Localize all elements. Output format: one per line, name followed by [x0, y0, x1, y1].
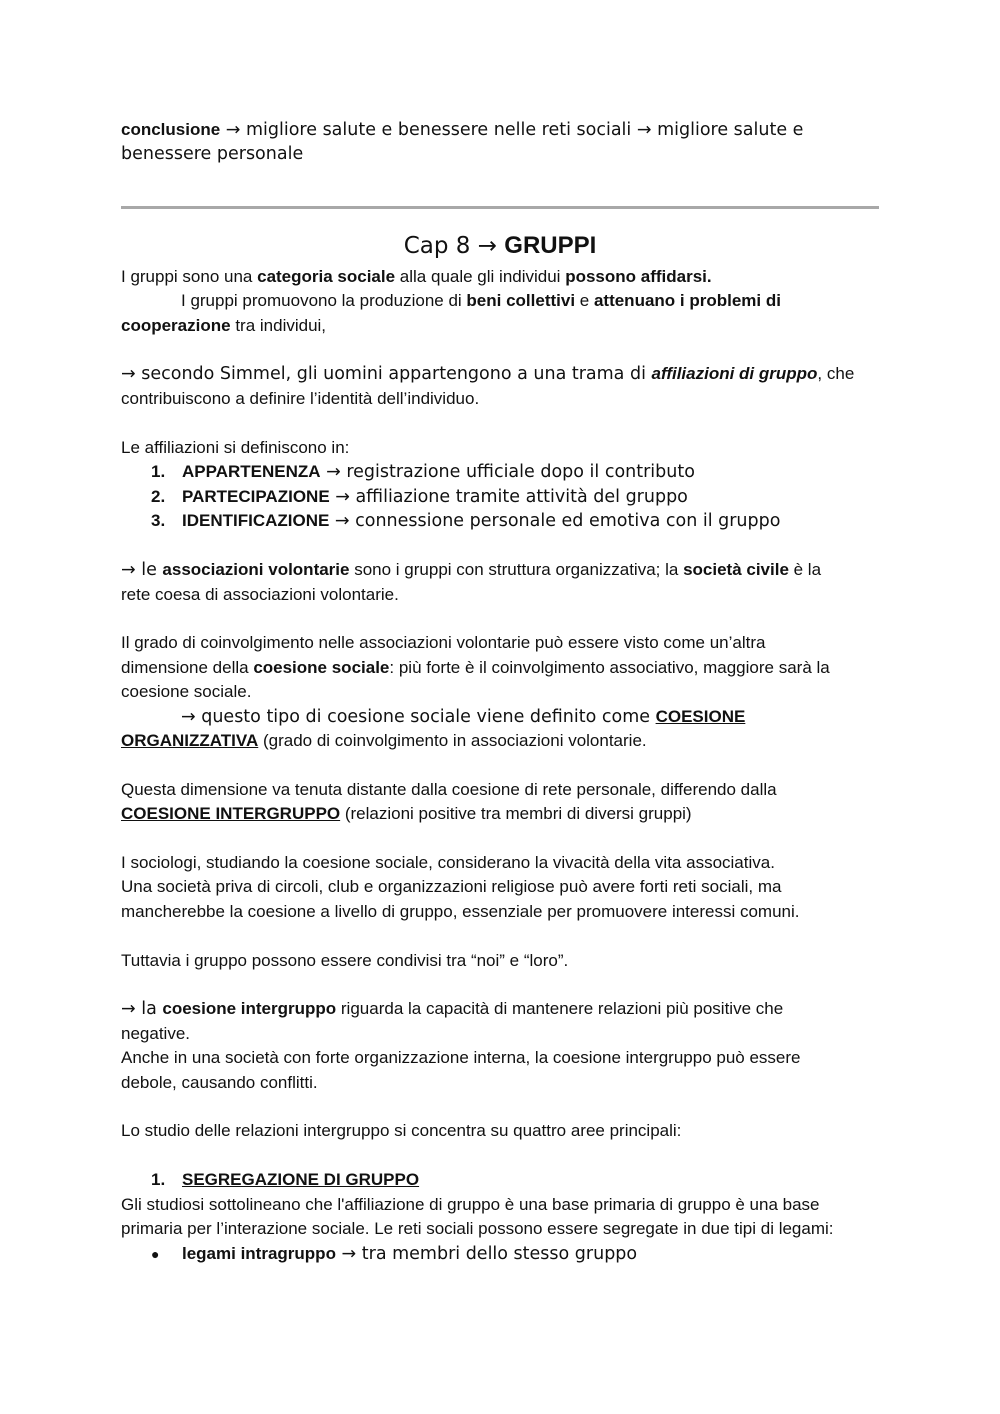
text-span: alla quale gli individui	[395, 266, 566, 286]
text-span: I gruppi sono una	[121, 266, 258, 286]
text-span: tra individui,	[230, 315, 327, 335]
text-span: → questo tipo di coesione sociale viene definito come	[181, 706, 656, 727]
list-number: 1.	[151, 1170, 166, 1190]
bullet-item	[121, 1242, 911, 1267]
horizontal-rule	[121, 206, 879, 209]
heading-title: GRUPPI	[504, 231, 597, 259]
paragraph-grado	[121, 631, 911, 753]
text-span: → secondo Simmel, gli uomini appartengono a una trama di	[121, 364, 652, 385]
underlined-bold-term: ORGANIZZATIVA	[121, 731, 259, 751]
text-span: sono i gruppi con struttura organizzativa; la	[349, 560, 684, 580]
underlined-bold-term: COESIONE INTERGRUPPO	[121, 804, 341, 824]
text-span: dimensione della	[121, 657, 254, 677]
text-span: è la	[788, 560, 822, 580]
bold-term: PARTECIPAZIONE	[182, 486, 330, 506]
underlined-bold-term: COESIONE	[655, 706, 746, 726]
bold-term: attenuano i problemi di	[593, 291, 781, 311]
text-span: → connessione personale ed emotiva con il gruppo	[329, 511, 781, 532]
paragraph-simmel	[121, 362, 911, 411]
bold-term: associazioni volontarie	[162, 560, 350, 580]
text-span: , che	[817, 364, 855, 384]
bold-term: conclusione	[121, 120, 221, 139]
list-item	[121, 460, 911, 485]
text-line: Il grado di coinvolgimento nelle associazioni volontarie può essere visto come un’altra	[121, 633, 766, 653]
paragraph-intergruppo	[121, 997, 911, 1095]
text-line: negative.	[121, 1023, 190, 1043]
paragraph-dimensione	[121, 778, 911, 827]
bold-term: coesione sociale	[253, 657, 390, 677]
text-span: → le	[121, 560, 163, 581]
text-span: → registrazione ufficiale dopo il contributo	[320, 462, 695, 483]
list-number: 2.	[151, 486, 166, 506]
bold-term: APPARTENENZA	[182, 462, 321, 482]
chapter-heading	[121, 229, 879, 263]
text-line: Gli studiosi sottolineano che l'affiliazione di gruppo è una base primaria di gruppo è una base	[121, 1194, 820, 1214]
text-span: (relazioni positive tra membri di diversi gruppi)	[340, 804, 692, 824]
text-line: Questa dimensione va tenuta distante dalla coesione di rete personale, differendo dalla	[121, 779, 777, 799]
list-number: 1.	[151, 462, 166, 482]
list-item	[121, 485, 911, 510]
bold-term: categoria sociale	[257, 266, 396, 286]
text-span: riguarda la capacità di mantenere relazioni più positive che	[336, 999, 784, 1019]
heading-prefix: Cap 8 →	[403, 232, 505, 259]
text-span: → la	[121, 999, 163, 1020]
text-line: Anche in una società con forte organizzazione interna, la coesione intergruppo può essere	[121, 1048, 801, 1068]
text-span: → migliore salute e benessere nelle reti sociali → migliore salute e	[220, 120, 804, 140]
text-line: coesione sociale.	[121, 682, 252, 702]
text-line: Tuttavia i gruppo possono essere condivisi tra “noi” e “loro”.	[121, 950, 569, 970]
text-span: : più forte è il coinvolgimento associativo, maggiore sarà la	[389, 657, 830, 677]
text-span: → tra membri dello stesso gruppo	[335, 1243, 638, 1264]
list-intro: Le affiliazioni si definiscono in:	[121, 437, 350, 457]
paragraph-sociologi	[121, 851, 911, 924]
document-page	[121, 118, 911, 1266]
bold-term: coesione intergruppo	[162, 999, 337, 1019]
text-line: contribuiscono a definire l’identità dell’individuo.	[121, 388, 480, 408]
text-line: Una società priva di circoli, club e organizzazioni religiose può avere forti reti sociali, ma	[121, 877, 782, 897]
text-line: debole, causando conflitti.	[121, 1072, 318, 1092]
list-item	[121, 1168, 911, 1193]
list-number: 3.	[151, 511, 166, 531]
bullet-icon: ●	[151, 1245, 160, 1262]
bold-term: società civile	[683, 560, 789, 580]
text-span: e	[575, 291, 594, 311]
text-span: I gruppi promuovono la produzione di	[181, 291, 467, 311]
paragraph-affiliazioni	[121, 436, 911, 534]
text-line: benessere personale	[121, 144, 304, 165]
bold-term: beni collettivi	[466, 291, 576, 311]
paragraph-tuttavia	[121, 949, 911, 973]
section-segregazione	[121, 1168, 911, 1266]
text-span: → affiliazione tramite attività del gruppo	[329, 486, 688, 507]
text-line: I sociologi, studiando la coesione sociale, considerano la vivacità della vita associativa.	[121, 853, 775, 873]
bold-term: IDENTIFICAZIONE	[182, 511, 330, 531]
paragraph-associazioni	[121, 558, 911, 607]
bold-term: possono affidarsi.	[565, 266, 712, 286]
paragraph-studio	[121, 1119, 911, 1143]
section-title: SEGREGAZIONE DI GRUPPO	[182, 1170, 420, 1190]
paragraph-intro	[121, 265, 911, 338]
text-line: rete coesa di associazioni volontarie.	[121, 584, 399, 604]
bold-term: cooperazione	[121, 315, 231, 335]
text-line: mancherebbe la coesione a livello di gruppo, essenziale per promuovere interessi comuni.	[121, 901, 800, 921]
ordered-list	[121, 460, 911, 534]
paragraph-conclusione	[121, 118, 911, 167]
bold-italic-term: affiliazioni di gruppo	[651, 364, 818, 384]
text-line: primaria per l’interazione sociale. Le reti sociali possono essere segregate in due tipi di legami:	[121, 1219, 834, 1239]
bold-term: legami intragruppo	[182, 1243, 336, 1263]
text-line: Lo studio delle relazioni intergruppo si concentra su quattro aree principali:	[121, 1121, 682, 1141]
list-item	[121, 509, 911, 534]
text-span: (grado di coinvolgimento in associazioni volontarie.	[258, 731, 647, 751]
